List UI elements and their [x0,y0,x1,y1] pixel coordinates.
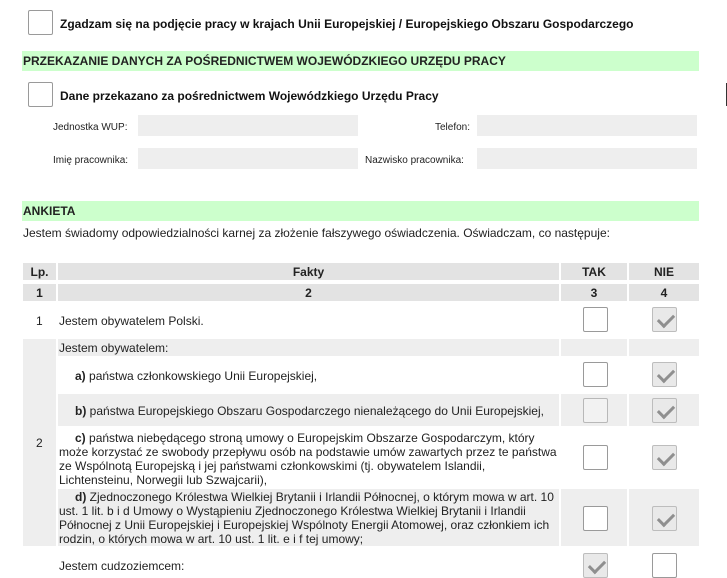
row1-yes-checkbox[interactable] [583,307,608,332]
wup-checkbox[interactable] [28,82,53,107]
header-facts: Fakty [58,263,559,280]
row2d-line1 [59,490,559,504]
header-num-facts: 2 [58,284,559,301]
row3-no-checkbox[interactable] [652,553,677,578]
wup-section-header: PRZEKAZANIE DANYCH ZA POŚREDNICTWEM WOJEWÓDZKIEGO URZĘDU PRACY [22,51,699,71]
row2c-line1 [59,431,559,445]
row2d-text [59,490,559,546]
row2b-text [75,404,544,418]
row2c-text [59,431,559,487]
nazwisko-input[interactable] [477,148,697,169]
row1-number: 1 [36,314,43,328]
row2d-yes-checkbox[interactable] [583,506,608,531]
row2c-line3: ze Wspólnotą Europejską i jej państwami członkowskimi (tj. obywatelem Islandii, [59,459,486,473]
imie-input[interactable] [138,148,358,169]
row2d-line3: Północnej z Unii Europejskiej i Europejskiej Wspólnoty Energii Atomowej, oraz członkiem ich [59,518,550,532]
jednostka-label: Jednostka WUP: [53,122,128,133]
row2d-no-checkbox[interactable] [652,506,677,531]
imie-label: Imię pracownika: [53,155,129,166]
row2-header-yes-bg [561,339,627,356]
row2a-no-checkbox[interactable] [652,362,677,387]
telefon-label: Telefon: [435,122,471,133]
row2b-no-checkbox[interactable] [652,398,677,423]
row2c-yes-checkbox[interactable] [583,445,608,470]
header-yes: TAK [561,263,627,280]
row2d-prefix: d) [75,490,87,504]
row1-no-checkbox[interactable] [652,307,677,332]
row2c-prefix: c) [75,431,86,445]
jednostka-input[interactable] [138,115,358,136]
row2c-line2: może korzystać ze swobody przepływu osób na podstawie umów zawartych przez te państwa [59,445,557,459]
row3-yes-checkbox[interactable] [583,553,608,578]
consent-label: Zgadzam się na podjęcie pracy w krajach Unii Europejskiej / Europejskiego Obszaru Gospodarczego [60,17,634,31]
row2d-line2: ust. 1 lit. b i d Umowy o Wystąpieniu Zjednoczonego Królestwa Wielkiej Brytanii i Irlandii [59,504,526,518]
header-num-yes: 3 [561,284,627,301]
header-num-no: 4 [629,284,699,301]
row2d-line4: rodzin, o których mowa w art. 10 ust. 1 lit. e i f tej umowy; [59,532,364,546]
row2b-body: państwa Europejskiego Obszaru Gospodarczego nienależącego do Unii Europejskiej, [89,404,544,418]
survey-intro: Jestem świadomy odpowiedzialności karnej za złożenie fałszywego oświadczenia. Oświadczam, co następuje: [23,226,610,240]
consent-checkbox[interactable] [28,10,53,35]
row2a-yes-checkbox[interactable] [583,362,608,387]
row2-header-no-bg [629,339,699,356]
survey-section-header: ANKIETA [22,201,699,221]
row2a-prefix: a) [75,369,86,383]
row2c-line1-text: państwa niebędącego stroną umowy o Europejskim Obszarze Gospodarczym, który [89,431,535,445]
row2-number: 2 [36,436,43,450]
row3-text: Jestem cudzoziemcem: [59,559,185,573]
row2c-no-checkbox[interactable] [652,445,677,470]
row2a-text [75,369,317,383]
nazwisko-label: Nazwisko pracownika: [365,155,464,166]
row2b-prefix: b) [75,404,87,418]
header-no: NIE [629,263,699,280]
row2d-line1-text: Zjednoczonego Królestwa Wielkiej Brytanii i Irlandii Północnej, o którym mowa w art. 10 [89,490,554,504]
row2b-yes-checkbox[interactable] [583,398,608,423]
row2c-line4: Lichtensteinu, Norwegii lub Szwajcarii), [59,473,268,487]
telefon-input[interactable] [477,115,697,136]
row2-text: Jestem obywatelem: [59,341,169,355]
wup-checkbox-label: Dane przekazano za pośrednictwem Wojewódzkiego Urzędu Pracy [60,89,439,103]
row2a-body: państwa członkowskiego Unii Europejskiej, [89,369,318,383]
header-lp: Lp. [23,263,56,280]
row1-text: Jestem obywatelem Polski. [59,314,204,328]
header-num-lp: 1 [23,284,56,301]
